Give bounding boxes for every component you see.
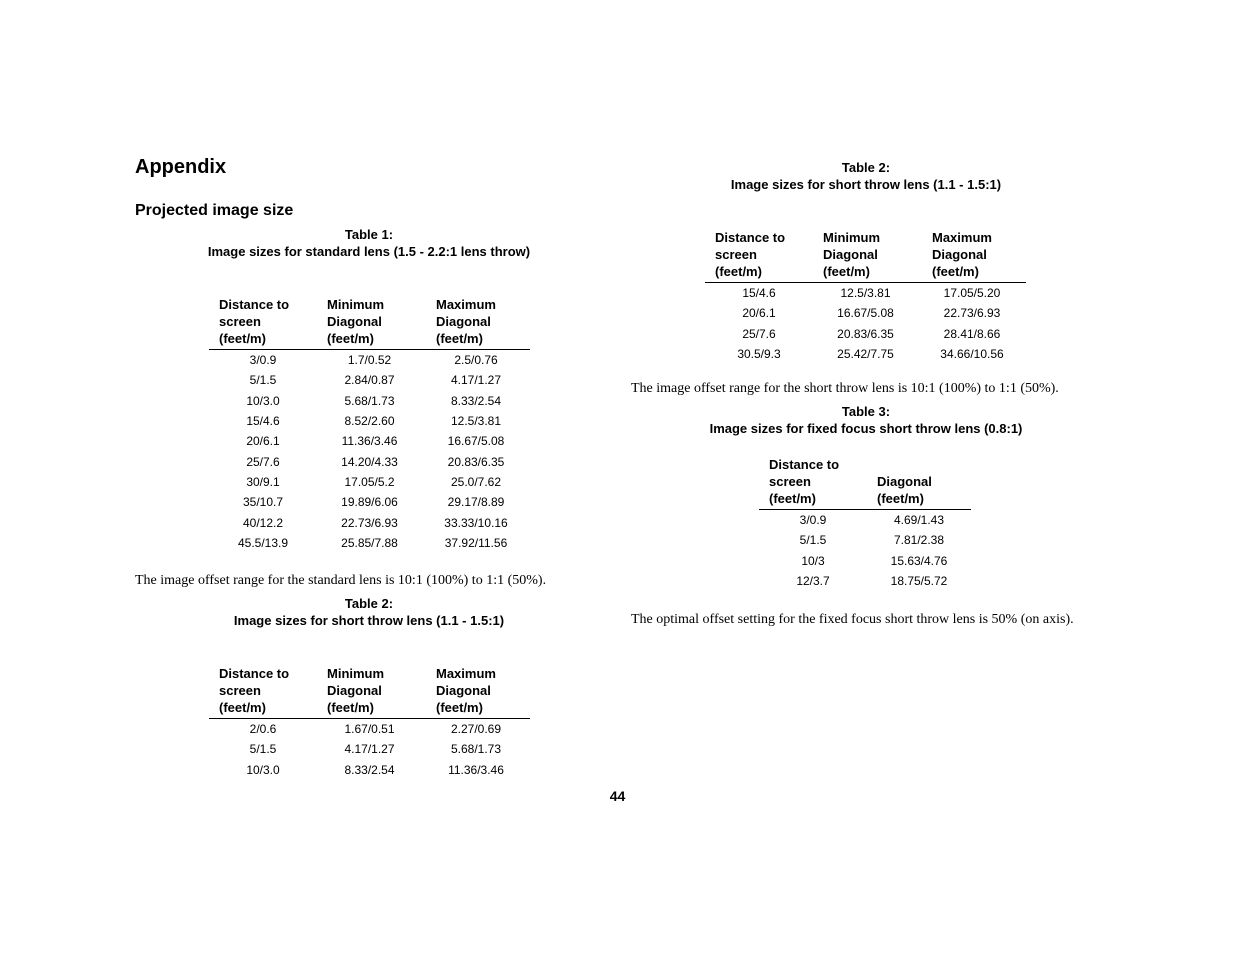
table-cell: 5.68/1.73: [450, 742, 502, 757]
table-cell: 30.5/9.3: [737, 347, 781, 362]
table-cell: 19.89/6.06: [341, 495, 398, 510]
table-cell: 5/1.5: [249, 373, 277, 388]
table-row: [209, 472, 530, 492]
table-cell: 12/3.7: [796, 574, 830, 589]
table2b-header-maximum: Maximum Diagonal (feet/m): [918, 229, 1026, 283]
table-row: [705, 324, 1026, 344]
table-cell: 8.33/2.54: [450, 393, 502, 408]
table-row: [209, 350, 530, 371]
table-cell: 28.41/8.66: [943, 326, 1001, 341]
page-number: 44: [609, 788, 626, 804]
table-row: [759, 551, 971, 571]
table-cell: 17.05/5.20: [943, 286, 1001, 301]
table2b: [705, 229, 1026, 364]
table-cell: 10/3.0: [246, 393, 280, 408]
table-cell: 11.36/3.46: [341, 434, 398, 449]
table-cell: 1.7/0.52: [347, 353, 392, 368]
table1-header-minimum: Minimum Diagonal (feet/m): [317, 296, 422, 350]
table-cell: 22.73/6.93: [341, 515, 398, 530]
table1-header-maximum: Maximum Diagonal (feet/m): [422, 296, 530, 350]
table-cell: 3/0.9: [799, 513, 827, 528]
table-cell: 25/7.6: [246, 454, 280, 469]
table-cell: 12.5/3.81: [450, 414, 502, 429]
table-row: [209, 760, 530, 780]
table-cell: 25/7.6: [742, 326, 776, 341]
table3-header-distance: Distance to screen (feet/m): [759, 456, 867, 510]
table-cell: 4.17/1.27: [344, 742, 395, 757]
table-cell: 10/3.0: [246, 762, 280, 777]
table-row: [209, 411, 530, 431]
table-cell: 25.0/7.62: [450, 474, 502, 489]
table2a-title: Image sizes for short throw lens (1.1 - 1.5:1): [233, 613, 505, 628]
table-cell: 7.81/2.38: [893, 533, 945, 548]
table2a: [209, 665, 530, 780]
table-row: [209, 533, 530, 553]
table-cell: 33.33/10.16: [444, 515, 508, 530]
table1-caption: [200, 226, 538, 260]
table3-label: Table 3:: [841, 404, 891, 419]
table-cell: 2.5/0.76: [454, 353, 498, 368]
table-row: [209, 391, 530, 411]
table-cell: 20/6.1: [742, 306, 776, 321]
table-cell: 11.36/3.46: [448, 762, 504, 777]
table-row: [209, 719, 530, 740]
table2a-caption: [200, 595, 538, 629]
table2b-caption: [700, 159, 1032, 193]
table-cell: 15/4.6: [742, 286, 776, 301]
table2a-label: Table 2:: [344, 596, 394, 611]
offset-standard-text: The image offset range for the standard lens is 10:1 (100%) to 1:1 (50%).: [135, 573, 547, 588]
table-cell: 1.67/0.51: [344, 722, 395, 737]
offset-fixed-text: The optimal offset setting for the fixed focus short throw lens is 50% (on axis).: [631, 612, 1074, 627]
table1-header-distance: Distance to screen (feet/m): [209, 296, 317, 350]
table2a-header-minimum: Minimum Diagonal (feet/m): [317, 665, 422, 719]
table1-title: Image sizes for standard lens (1.5 - 2.2:1 lens throw): [207, 244, 531, 259]
table-row: [209, 739, 530, 759]
table-cell: 8.52/2.60: [344, 414, 395, 429]
table2b-header-minimum: Minimum Diagonal (feet/m): [813, 229, 918, 283]
table-cell: 8.33/2.54: [344, 762, 395, 777]
table-cell: 40/12.2: [242, 515, 284, 530]
table-cell: 34.66/10.56: [940, 347, 1004, 362]
table2b-header-distance: Distance to screen (feet/m): [705, 229, 813, 283]
table1: [209, 296, 530, 553]
table-row: [705, 283, 1026, 304]
table2b-title: Image sizes for short throw lens (1.1 - 1.5:1): [730, 177, 1002, 192]
table-cell: 15/4.6: [246, 414, 280, 429]
table3-header-diagonal: Diagonal (feet/m): [867, 456, 971, 510]
table-cell: 4.69/1.43: [893, 513, 945, 528]
table2a-header-maximum: Maximum Diagonal (feet/m): [422, 665, 530, 719]
table-cell: 5.68/1.73: [344, 393, 395, 408]
table-row: [209, 512, 530, 532]
table-row: [209, 492, 530, 512]
table-cell: 37.92/11.56: [444, 535, 508, 550]
table2a-header-distance: Distance to screen (feet/m): [209, 665, 317, 719]
table-cell: 25.85/7.88: [341, 535, 398, 550]
section-heading: Projected image size: [135, 202, 294, 219]
table-cell: 20.83/6.35: [447, 454, 505, 469]
table-cell: 35/10.7: [242, 495, 284, 510]
table-cell: 18.75/5.72: [890, 574, 948, 589]
offset-short-text: The image offset range for the short throw lens is 10:1 (100%) to 1:1 (50%).: [631, 381, 1059, 396]
table3-title: Image sizes for fixed focus short throw lens (0.8:1): [709, 421, 1023, 436]
table-cell: 10/3: [801, 553, 825, 568]
table-cell: 2.27/0.69: [450, 722, 502, 737]
table-row: [209, 370, 530, 390]
table-cell: 2/0.6: [249, 722, 277, 737]
table-cell: 20.83/6.35: [837, 326, 894, 341]
table-cell: 12.5/3.81: [840, 286, 891, 301]
table-cell: 5/1.5: [799, 533, 827, 548]
table1-label: Table 1:: [344, 227, 394, 242]
table-row: [759, 510, 971, 531]
table3-caption: [700, 403, 1032, 437]
table-cell: 45.5/13.9: [237, 535, 289, 550]
table-cell: 16.67/5.08: [837, 306, 894, 321]
table-cell: 2.84/0.87: [344, 373, 395, 388]
table-cell: 4.17/1.27: [450, 373, 502, 388]
table-cell: 29.17/8.89: [447, 495, 505, 510]
page-heading: Appendix: [135, 156, 227, 178]
table-cell: 5/1.5: [249, 742, 277, 757]
table-cell: 20/6.1: [246, 434, 280, 449]
table-cell: 17.05/5.2: [344, 474, 395, 489]
table-cell: 30/9.1: [246, 474, 280, 489]
table-cell: 3/0.9: [249, 353, 277, 368]
table-cell: 14.20/4.33: [341, 454, 398, 469]
table-row: [705, 344, 1026, 364]
table2b-label: Table 2:: [841, 160, 891, 175]
table-cell: 22.73/6.93: [943, 306, 1001, 321]
table-cell: 25.42/7.75: [837, 347, 894, 362]
table-row: [759, 571, 971, 591]
table3: [759, 456, 971, 591]
table-row: [759, 530, 971, 550]
table-cell: 15.63/4.76: [890, 553, 948, 568]
table-row: [209, 451, 530, 471]
table-row: [705, 303, 1026, 323]
table-row: [209, 431, 530, 451]
table-cell: 16.67/5.08: [447, 434, 505, 449]
